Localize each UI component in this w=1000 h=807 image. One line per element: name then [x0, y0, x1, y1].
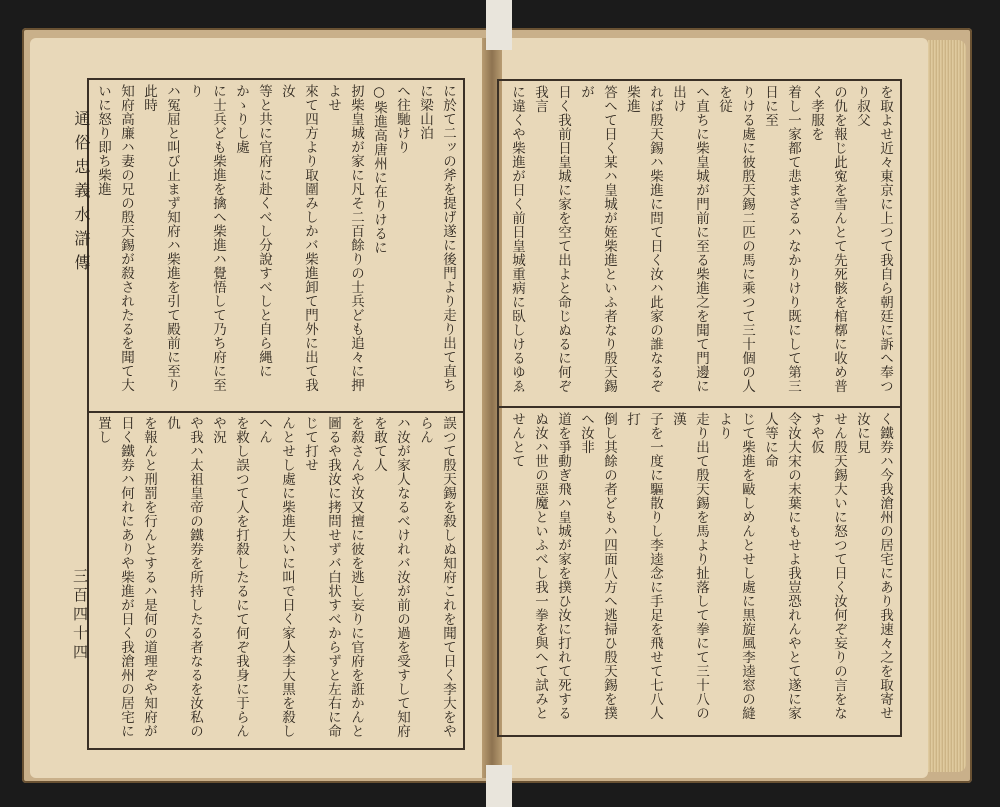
- text-column: ぬ汝ハ世の惡魔といふべし我一拳を與へて試みとせんとて: [509, 412, 548, 720]
- bookmark-ribbon-tail: [486, 765, 512, 807]
- text-column: 日く我前日皇城に家を空て出よと命じぬるに何ぞ我言: [532, 85, 571, 393]
- text-column: んとせし處に柴進大いに叫で日く家人李大黒を殺しへん: [256, 416, 295, 738]
- left-lower-text: [94, 416, 459, 742]
- right-frame-divider: [499, 406, 900, 408]
- text-column: く鐵券ハ今我滄州の居宅にあり我速々之を取寄せ汝に見: [854, 412, 893, 720]
- text-column: や我ハ太祖皇帝の鐵券を所持したる者なるを汝私の仇: [164, 416, 203, 738]
- text-column: ハ汝が家人なるべけれバ汝が前の過を受すして知府を敢て人: [371, 416, 410, 738]
- text-column: 道を爭動ぎ飛ハ皇城が家を撲ひ汝に打れて死する: [555, 412, 571, 720]
- text-column: を殺さんや汝又擅に彼を逃し妄りに官府を誑かんと: [348, 416, 364, 738]
- text-column: に於て二ッの斧を提げ遂に後門より走り出て直ちに梁山泊: [417, 84, 456, 392]
- text-column: れば殷天錫ハ柴進に問て日く汝ハ此家の誰なるぞ柴進: [624, 85, 663, 393]
- text-column: 着し一家都て悲まざるハなかりけり既にして第三日に至: [762, 85, 801, 393]
- text-column: せん殷天錫大いに怒つて日く汝何ぞ妄りの言をなすや仮: [808, 412, 847, 720]
- text-column: に士兵ども柴進を擒へ柴進ハ覺悟して乃ち府に至り: [187, 84, 226, 392]
- left-upper-lines: [94, 84, 459, 404]
- text-column: 倒し其餘の者どもハ四面八方へ逃掃ひ殷天錫を撲へ汝非: [578, 412, 617, 720]
- text-column: 圖るや我汝に拷問せずバ白状すべからずと左右に命じて打せ: [302, 416, 341, 738]
- text-column: 日く鐵券ハ何れにありや柴進が日く我滄州の居宅に置し: [95, 416, 134, 738]
- text-column: ○柴進高唐州に在りけるに: [371, 84, 387, 255]
- text-column: ハ冤屈と叫び止まず知府ハ柴進を引て殿前に至り此時: [141, 84, 180, 392]
- text-column: 答へて日く某ハ皇城が姪柴進といふ者なり殷天錫が: [578, 85, 617, 393]
- right-upper-lines: [504, 85, 896, 399]
- text-column: に違くや柴進が日く前日皇城重病に臥しけるゆゑ: [509, 85, 525, 393]
- left-upper-text: [94, 84, 459, 404]
- right-lower-lines: [504, 412, 896, 730]
- page-edges: [928, 40, 966, 772]
- text-column: 來て四方より取圍みしかバ柴進卸て門外に出て我汝: [279, 84, 318, 392]
- text-column: 知府高廉ハ妻の兄の殷天錫が殺されたるを聞て大いに怒り即ち柴進: [95, 84, 134, 392]
- page-number: 三百四十四: [71, 568, 89, 663]
- left-lower-lines: [94, 416, 459, 742]
- text-column: へ直ちに柴皇城が門前に至る柴進之を聞て門邊に出け: [670, 85, 709, 393]
- right-lower-text: [504, 412, 896, 730]
- text-column: を取よせ近々東京に上つて我自ら朝廷に訴へ奉つり叔父: [854, 85, 893, 393]
- text-column: 等と共に官府に赴くべし分說すべしと自ら縄にかゝりし處: [233, 84, 272, 378]
- text-column: を報んと刑罰を行んとするハ是何の道理ぞや知府が: [141, 416, 157, 738]
- text-column: 扨柴皇城が家に凡そ二百餘りの士兵ども追々に押よせ: [325, 84, 364, 392]
- text-column: 誤つて殷天錫を殺しぬ知府これを聞て日く李大をやらん: [417, 416, 456, 738]
- text-column: を救し誤つて人を打殺したるにて何ぞ我身に于らんや況: [210, 416, 249, 738]
- text-column: [504, 412, 505, 730]
- text-column: 令汝大宋の末葉にもせよ我豈恐れんやとて遂に家人等に命: [762, 412, 801, 720]
- bookmark-ribbon: [486, 0, 512, 50]
- running-title: 通俗忠義水滸傳: [72, 110, 91, 278]
- text-column: 子を一度に驅散りし李逵念に手足を飛せて七八人打: [624, 412, 663, 720]
- right-upper-text: [504, 85, 896, 399]
- left-frame-divider: [89, 411, 463, 413]
- text-column: じて柴進を敺しめんとせし處に黒旋風李逵窓の縫より: [716, 412, 755, 720]
- text-column: の仇を報じ此寃を雪んとて先死骸を棺槨に收め普く孝服を: [808, 85, 847, 393]
- text-column: へ往馳けり: [394, 84, 410, 154]
- text-column: りける處に彼殷天錫二匹の馬に乘つて三十個の人を従: [716, 85, 755, 393]
- text-column: 走り出て殷天錫を馬より扯落して拳にて三十八の漢: [670, 412, 709, 720]
